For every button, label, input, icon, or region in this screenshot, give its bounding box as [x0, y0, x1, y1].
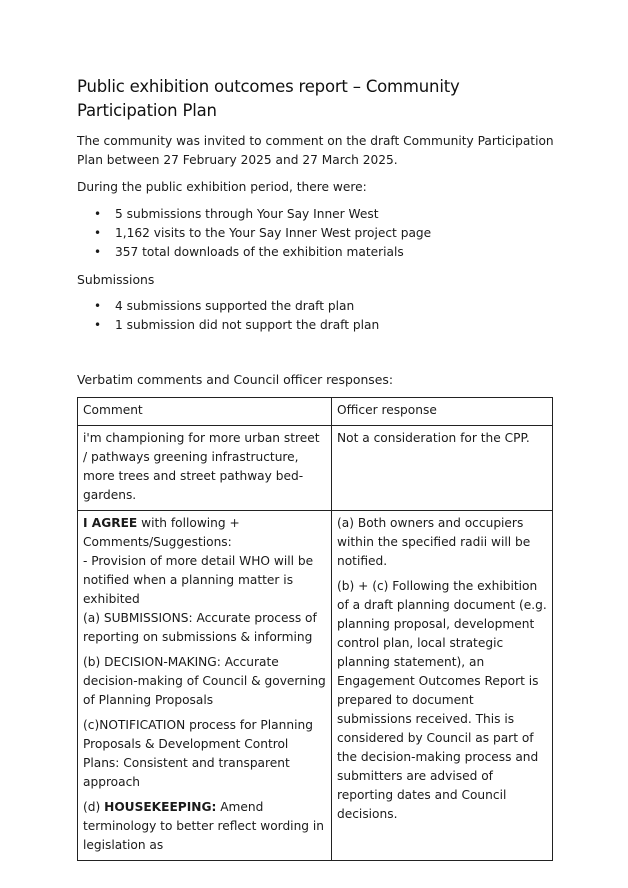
intro-paragraph: The community was invited to comment on the draft Community Participation Plan between 27 February 2025 and 27 March 2025. [77, 134, 554, 167]
comment-d-rest: Amend terminology to better reflect wording in legislation as [83, 800, 325, 852]
response-text: Not a consideration for the CPP. [337, 431, 530, 445]
comment-b: (b) DECISION-MAKING: Accurate decision-making of Council & governing of Planning Proposals [83, 655, 326, 707]
page-title: Public exhibition outcomes report – Community Participation Plan [77, 77, 460, 120]
agree-label: I AGREE [83, 516, 138, 530]
verbatim-heading: Verbatim comments and Council officer responses: [77, 372, 394, 387]
list-item: • 357 total downloads of the exhibition materials [77, 243, 431, 262]
response-bc: (b) + (c) Following the exhibition of a draft planning document (e.g. planning proposal, development control plan, local strategic planning statement), an Engagement Outcomes Report is prepared to document submissions received. This is considered by Council as part of the decision-making process and submitters are advised of reporting dates and Council decisions. [337, 579, 547, 821]
response-cell [332, 426, 553, 511]
comments-table [77, 397, 553, 861]
comment-agree [83, 514, 326, 552]
table-row [78, 511, 553, 861]
comment-cell [78, 426, 332, 511]
comment-d [83, 798, 326, 855]
list-item: • 1,162 visits to the Your Say Inner West project page [77, 224, 431, 243]
comment-c: (c)NOTIFICATION process for Planning Proposals & Development Control Plans: Consistent and transparent approach [83, 718, 313, 789]
agree-rest: with following + Comments/Suggestions: [83, 516, 240, 549]
submissions-list [77, 297, 379, 335]
header-officer-response: Officer response [332, 398, 553, 426]
comment-detail: - Provision of more detail WHO will be notified when a planning matter is exhibited [83, 554, 314, 606]
table-row [78, 426, 553, 511]
response-cell [332, 511, 553, 861]
list-item: • 4 submissions supported the draft plan [77, 297, 379, 316]
list-item: • 5 submissions through Your Say Inner West [77, 205, 431, 224]
table-header-row [78, 398, 553, 426]
housekeeping-label: HOUSEKEEPING: [104, 800, 217, 814]
comment-cell [78, 511, 332, 861]
stats-list [77, 205, 431, 262]
comment-a: (a) SUBMISSIONS: Accurate process of reporting on submissions & informing [83, 611, 317, 644]
submissions-heading: Submissions [77, 272, 155, 287]
list-item: • 1 submission did not support the draft plan [77, 316, 379, 335]
header-comment: Comment [78, 398, 332, 426]
comment-d-prefix: (d) [83, 800, 105, 814]
comment-text: i'm championing for more urban street / pathways greening infrastructure, more trees and street pathway bed-gardens. [83, 431, 320, 502]
response-a: (a) Both owners and occupiers within the specified radii will be notified. [337, 516, 531, 568]
during-paragraph: During the public exhibition period, there were: [77, 180, 367, 194]
